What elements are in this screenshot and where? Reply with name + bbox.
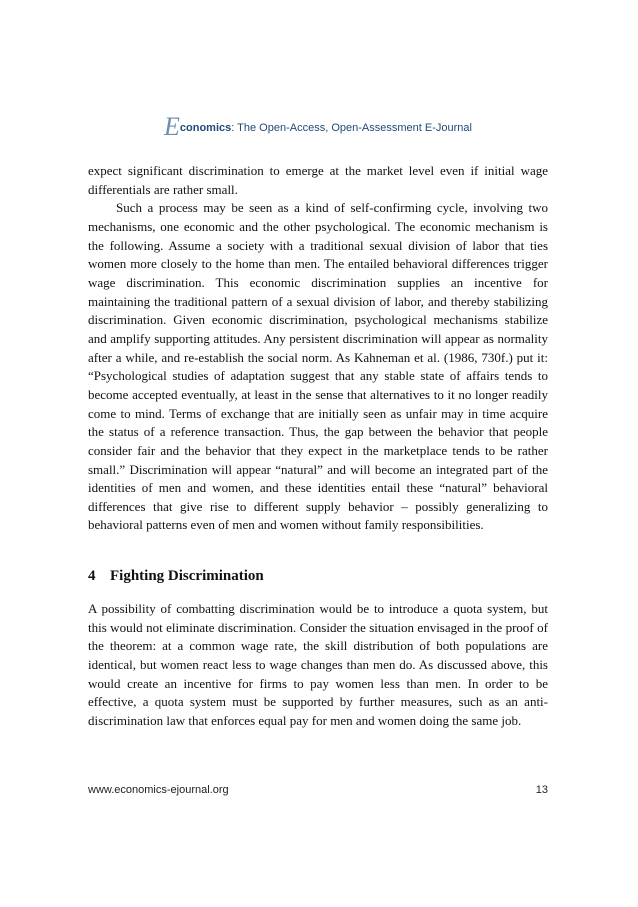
- journal-logo-letter: E: [164, 112, 180, 141]
- section-number: 4: [88, 568, 96, 584]
- body-text-top: [88, 162, 548, 535]
- journal-subtitle: : The Open-Access, Open-Assessment E-Journal: [231, 122, 472, 134]
- body-text-section: [88, 600, 548, 731]
- journal-name: conomics: [179, 122, 232, 134]
- paragraph: expect significant discrimination to emerge at the market level even if initial wage differentials are rather small.: [88, 163, 548, 197]
- journal-header: [164, 112, 472, 142]
- section-title: Fighting Discrimination: [110, 568, 264, 584]
- footer-url[interactable]: www.economics-ejournal.org: [88, 784, 229, 796]
- paragraph: A possibility of combatting discrimination would be to introduce a quota system, but this would not eliminate discrimination. Consider the situation envisaged in the proof of the theorem: at a common wage rate, the skill distribution of both populations are identical, but women react less to wage changes than men do. As discussed above, this would create an incentive for firms to pay women less than men. In order to be effective, a quota system must be supported by further measures, such as an anti-discrimination law that enforces equal pay for men and women doing the same job.: [88, 601, 548, 728]
- section-heading: [88, 568, 548, 585]
- page-number: 13: [535, 784, 548, 796]
- paragraph: Such a process may be seen as a kind of self-confirming cycle, involving two mechanisms, one economic and the other psychological. The economic mechanism is the following. Assume a society with a traditional sexual division of labor that ties women more closely to the home than men. The entailed behavioral differences trigger wage discrimination. This economic discrimination supplies an incentive for maintaining the traditional pattern of a sexual division of labor, and thereby stabilizing discrimination. Given economic discrimination, psychological mechanisms stabilize and amplify supporting attitudes. Any persistent discrimination will appear as normality after a while, and re-establish the social norm. As Kahneman et al. (1986, 730f.) put it: “Psychological studies of adaptation suggest that any stable state of affairs tends to become accepted eventually, at least in the sense that alternatives to it no longer readily come to mind. Terms of exchange that are initially seen as unfair may in time acquire the status of a reference transaction. Thus, the gap between the behavior that people consider fair and the behavior that they expect in the marketplace tends to be rather small.” Discrimination will appear “natural” and will become an integrated part of the identities of men and women, and these identities entail these “natural” behavioral differences that give rise to different supply behavior – possibly generalizing to behavioral patterns even of men and women without family responsibilities.: [88, 200, 548, 533]
- page-footer: [88, 784, 548, 796]
